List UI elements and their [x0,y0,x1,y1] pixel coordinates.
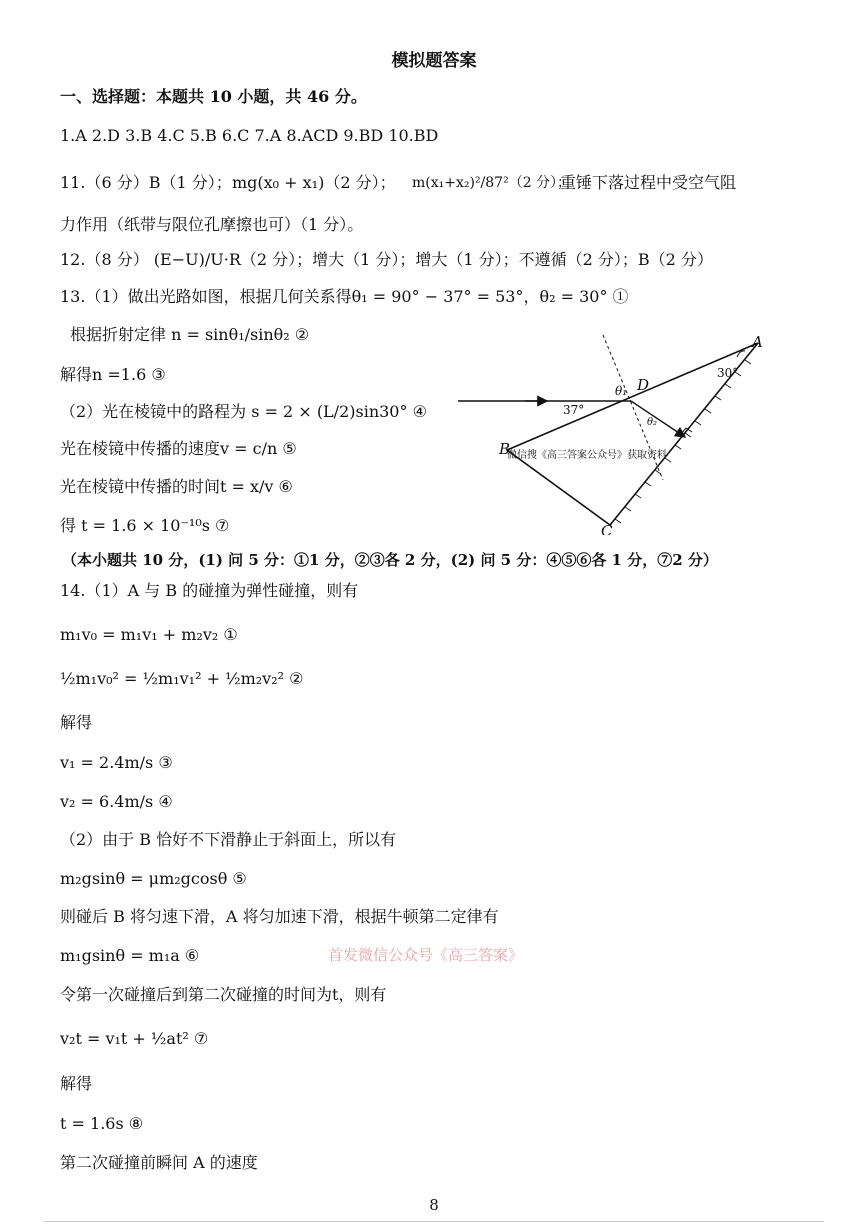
q13-line-3: 解得n =1.6 ③ [60,365,166,384]
q14-line-14: t = 1.6s ⑧ [60,1114,144,1133]
q14-line-13: 解得 [60,1074,93,1093]
q11-part-c: m(x₁+x₂)²/87²（2 分）； [412,175,572,191]
q14-line-10: m₁gsinθ = m₁a ⑥ [60,946,200,965]
q14-line-4: 解得 [60,713,93,732]
mirror-hatching [615,360,751,523]
q14-line-1: 14.（1）A 与 B 的碰撞为弹性碰撞，则有 [60,581,359,600]
watermark-text: 首发微信公众号《高三答案》 [328,946,524,964]
page-number: 8 [429,1196,439,1214]
angle-30-label: 30° [717,366,739,380]
q13-line-7: 得 t = 1.6 × 10⁻¹⁰s ⑦ [60,516,230,535]
q12-line: 12.（8 分） (E−U)/U·R（2 分）；增大（1 分）；增大（1 分）；不遵循（2 分）；B（2 分） [60,250,713,269]
q13-line-6: 光在棱镜中传播的时间t = x/v ⑥ [60,477,293,496]
theta2-label: θ₂ [647,417,658,428]
q14-line-8: m₂gsinθ = μm₂gcosθ ⑤ [60,869,247,888]
page-title: 模拟题答案 [391,51,477,71]
point-a-label: A [752,333,763,351]
q14-line-7: （2）由于 B 恰好不下滑静止于斜面上，所以有 [60,830,397,849]
angle-37-label: 37° [563,403,585,417]
q14-line-2: m₁v₀ = m₁v₁ + m₂v₂ ① [60,625,238,644]
refracted-ray [631,401,685,437]
q13-line-5: 光在棱镜中传播的速度v = c/n ⑤ [60,439,297,458]
section-heading: 一、选择题：本题共 10 小题，共 46 分。 [60,87,367,106]
q11-part-a: 11.（6 分）B（1 分）； [60,173,232,192]
q11-part-b: mg(x₀ + x₁)（2 分）； [232,173,396,192]
q11-part-e: 力作用（纸带与限位孔摩擦也可）（1 分）。 [60,215,364,234]
footer-divider [44,1221,824,1222]
choice-answers: 1.A 2.D 3.B 4.C 5.B 6.C 7.A 8.ACD 9.BD 10.BD [60,126,439,145]
point-d-label: D [637,376,650,394]
prism-diagram [455,330,770,535]
q14-line-12: v₂t = v₁t + ½at² ⑦ [60,1029,209,1048]
q11-part-d: 重锤下落过程中受空气阻 [560,173,737,192]
point-b-label: B [499,440,511,458]
q14-line-15: 第二次碰撞前瞬间 A 的速度 [60,1153,258,1172]
q13-score-note: （本小题共 10 分，(1) 问 5 分：①1 分，②③各 2 分，(2) 问 5 分：④⑤⑥各 1 分，⑦2 分） [62,551,718,569]
q14-line-9: 则碰后 B 将匀速下滑，A 将匀加速下滑，根据牛顿第二定律有 [60,907,499,926]
q13-line-2: 根据折射定律 n = sinθ₁/sinθ₂ ② [70,325,310,344]
q14-line-5: v₁ = 2.4m/s ③ [60,753,173,772]
q13-line-1: 13.（1）做出光路如图，根据几何关系得θ₁ = 90° − 37° = 53°，θ₂ = 30° ① [60,287,629,306]
diagram-inner-text: 微信搜《高三答案公众号》获取资料 [507,450,667,461]
q13-line-4: （2）光在棱镜中的路程为 s = 2 × (L/2)sin30° ④ [60,402,427,421]
q14-line-11: 令第一次碰撞后到第二次碰撞的时间为t，则有 [60,985,387,1004]
theta1-label: θ₁ [615,384,628,398]
point-c-label: C [601,522,613,535]
q14-line-3: ½m₁v₀² = ½m₁v₁² + ½m₂v₂² ② [60,669,304,688]
q14-line-6: v₂ = 6.4m/s ④ [60,792,173,811]
